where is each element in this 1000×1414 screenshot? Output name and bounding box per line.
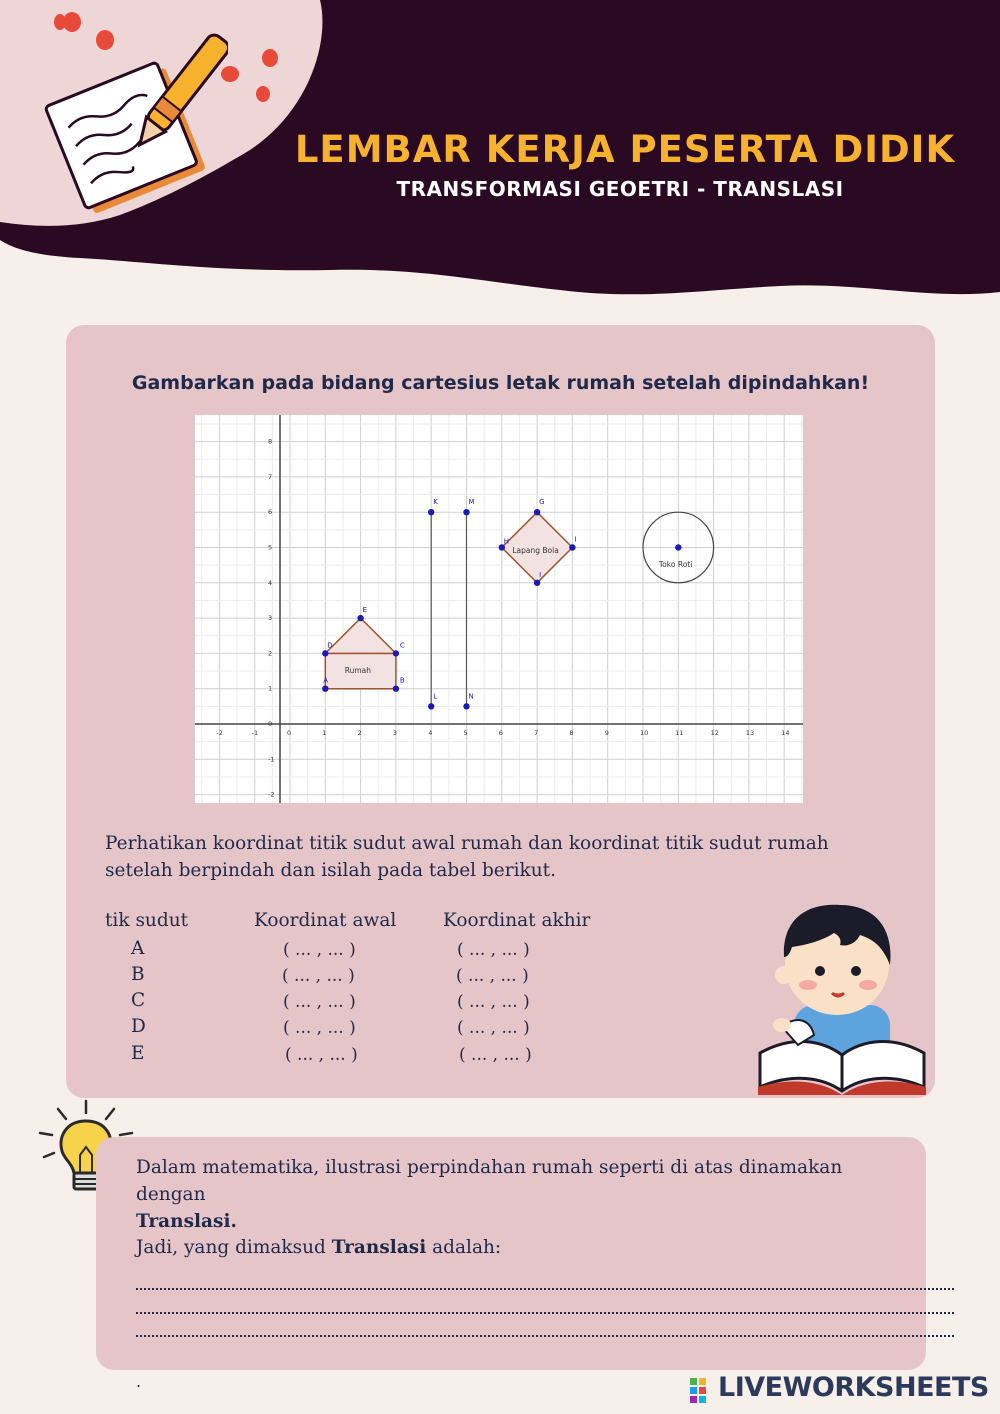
y-tick-label: 5: [268, 543, 273, 552]
table-row-initial[interactable]: ( ... , ... ): [282, 966, 355, 986]
footer-dot: .: [136, 1372, 142, 1391]
point-m: [463, 509, 469, 515]
note-line-2: dengan: [136, 1184, 206, 1205]
table-row-point: A: [131, 938, 145, 959]
y-tick-label: 8: [268, 437, 273, 446]
instruction-text: Gambarkan pada bidang cartesius letak rumah setelah dipindahkan!: [131, 372, 870, 394]
point-label: N: [468, 692, 474, 701]
table-header-final: Koordinat akhir: [443, 910, 591, 931]
label-lapang-bola: Lapang Bola: [512, 545, 559, 555]
table-header-point: tik sudut: [105, 910, 189, 931]
note-question-keyword: Translasi: [331, 1237, 427, 1258]
x-tick-label: 4: [428, 729, 433, 737]
table-row-initial[interactable]: ( ... , ... ): [283, 940, 356, 960]
x-tick-label: -1: [251, 729, 259, 737]
point-l: [428, 703, 434, 709]
x-tick-label: 11: [675, 729, 684, 737]
note-line-1: Dalam matematika, ilustrasi perpindahan rumah seperti di atas dinamakan: [136, 1157, 843, 1178]
y-tick-label: 7: [268, 472, 273, 481]
instruction-paragraph: Perhatikan koordinat titik sudut awal rumah dan koordinat titik sudut rumah setelah berpindah dan isilah pada tabel berikut.: [105, 833, 829, 881]
point-label: C: [399, 641, 405, 650]
label-rumah: Rumah: [344, 665, 372, 675]
y-tick-label: 1: [268, 684, 273, 693]
note-keyword: Translasi.: [136, 1211, 237, 1232]
table-row-final[interactable]: ( ... , ... ): [456, 966, 529, 986]
label-toko-roti: Toko Roti: [658, 559, 693, 569]
x-tick-label: 13: [745, 729, 755, 737]
table-row-initial[interactable]: ( ... , ... ): [285, 1045, 358, 1065]
liveworksheets-logo-icon: [690, 1378, 716, 1404]
answer-line[interactable]: [136, 1312, 954, 1314]
point-label: G: [539, 498, 545, 507]
x-tick-label: 6: [498, 729, 503, 737]
point-label: A: [323, 676, 329, 685]
cartesian-plane: [195, 415, 803, 803]
y-tick-label: 4: [268, 578, 273, 587]
point-label: E: [362, 606, 368, 615]
note-question: [136, 1237, 501, 1258]
cartesian-graph: [195, 415, 803, 803]
point-g: [534, 509, 540, 515]
point-label: B: [399, 676, 405, 685]
y-tick-label: 0: [268, 720, 273, 728]
point-b: [393, 686, 399, 692]
x-tick-label: 1: [322, 729, 327, 737]
x-tick-label: 8: [569, 729, 574, 737]
page-subtitle: TRANSFORMASI GEOETRI - TRANSLASI: [396, 177, 844, 201]
x-tick-label: 12: [710, 729, 719, 737]
x-tick-label: 2: [357, 729, 362, 737]
point-e: [357, 615, 363, 621]
point-n: [463, 703, 469, 709]
page-title: LEMBAR KERJA PESERTA DIDIK: [294, 128, 956, 171]
point-label: I: [574, 535, 577, 544]
y-tick-label: 3: [268, 614, 273, 623]
x-tick-label: 7: [534, 729, 539, 737]
answer-line[interactable]: [136, 1335, 954, 1337]
point-label: L: [433, 692, 438, 701]
table-row-final[interactable]: ( ... , ... ): [457, 940, 530, 960]
point-a: [322, 686, 328, 692]
x-tick-label: -2: [216, 729, 223, 737]
table-row-final[interactable]: ( ... , ... ): [459, 1045, 532, 1065]
table-row-point: D: [131, 1016, 146, 1037]
boy-reading-icon: [752, 895, 932, 1100]
point-label: D: [327, 641, 333, 650]
table-row-point: C: [131, 990, 146, 1011]
note-question-post: adalah:: [426, 1237, 502, 1258]
point-label: M: [468, 498, 475, 507]
y-tick-label: -1: [268, 755, 275, 764]
point-label: K: [433, 498, 438, 507]
point-i1: [569, 544, 575, 550]
point-d: [322, 650, 328, 656]
point-i: [534, 580, 540, 586]
x-tick-label: 10: [640, 729, 649, 737]
x-tick-label: 14: [781, 729, 790, 737]
table-row-final[interactable]: ( ... , ... ): [457, 992, 530, 1012]
point-k: [428, 509, 434, 515]
point-label: H: [503, 537, 510, 546]
note-question-pre: Jadi, yang dimaksud: [136, 1237, 332, 1258]
answer-line[interactable]: [136, 1288, 954, 1290]
table-row-initial[interactable]: ( ... , ... ): [283, 1018, 356, 1038]
notebook-pen-icon: [28, 26, 228, 216]
brand-name: LIVEWORKSHEETS: [718, 1372, 989, 1403]
y-tick-label: -2: [268, 790, 275, 799]
x-tick-label: 9: [604, 729, 609, 737]
table-row-final[interactable]: ( ... , ... ): [457, 1018, 530, 1038]
point-center: [675, 544, 681, 550]
table-header-initial: Koordinat awal: [254, 910, 397, 931]
x-tick-label: 0: [287, 729, 292, 737]
table-row-initial[interactable]: ( ... , ... ): [283, 992, 356, 1012]
y-tick-label: 2: [268, 649, 273, 658]
point-c: [393, 650, 399, 656]
point-label: I: [539, 570, 542, 579]
y-tick-label: 6: [268, 508, 273, 517]
x-tick-label: 5: [463, 729, 468, 737]
table-row-point: B: [131, 964, 145, 985]
x-tick-label: 3: [392, 729, 398, 737]
table-row-point: E: [131, 1043, 145, 1064]
